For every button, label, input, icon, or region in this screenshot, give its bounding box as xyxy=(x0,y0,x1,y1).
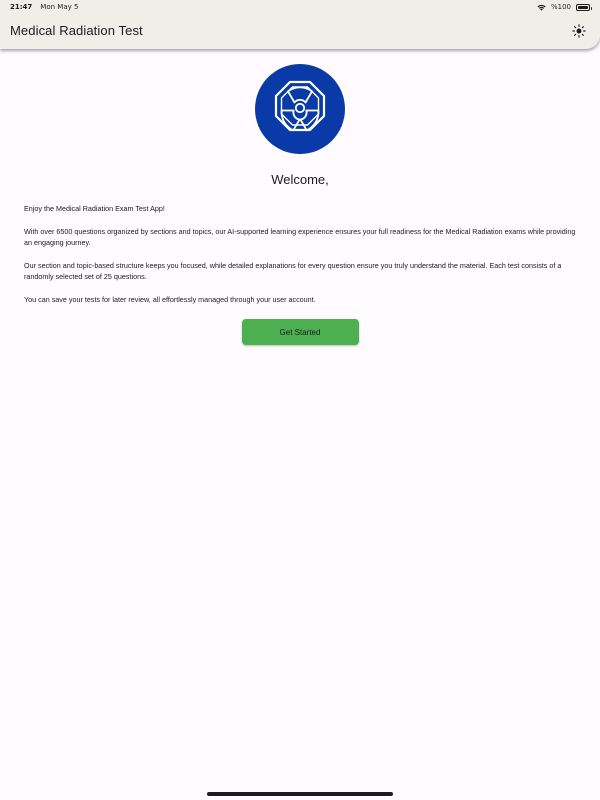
radiation-icon xyxy=(255,64,345,154)
battery-percent: %100 xyxy=(550,3,571,11)
intro-paragraph: Enjoy the Medical Radiation Exam Test App! xyxy=(24,204,165,213)
status-right xyxy=(537,3,590,11)
save-tests-paragraph: You can save your tests for later review, all effortlessly managed through your user account. xyxy=(24,294,316,304)
app-title: Medical Radiation Test xyxy=(10,23,143,38)
wifi-icon xyxy=(537,4,546,11)
status-time: 21:47 xyxy=(10,3,33,11)
sun-icon[interactable] xyxy=(572,24,586,38)
welcome-content xyxy=(0,49,600,345)
battery-icon xyxy=(576,4,590,11)
get-started-button[interactable]: Get Started xyxy=(242,319,359,345)
welcome-heading: Welcome, xyxy=(271,172,329,187)
battery-fill xyxy=(578,6,588,9)
questions-paragraph: With over 6500 questions organized by sections and topics, our AI-supported learning experience ensures your full readiness for the Medical Radiation exams while providing an engaging journey. xyxy=(24,226,576,247)
cta-wrapper xyxy=(24,319,576,345)
status-bar xyxy=(0,0,600,14)
status-date: Mon May 5 xyxy=(40,3,79,11)
status-left xyxy=(10,3,78,11)
home-indicator[interactable] xyxy=(207,792,393,796)
structure-paragraph: Our section and topic-based structure keeps you focused, while detailed explanations for every question ensure you truly understand the material. Each test consists of a randomly selected set of 25 questions. xyxy=(24,260,562,281)
